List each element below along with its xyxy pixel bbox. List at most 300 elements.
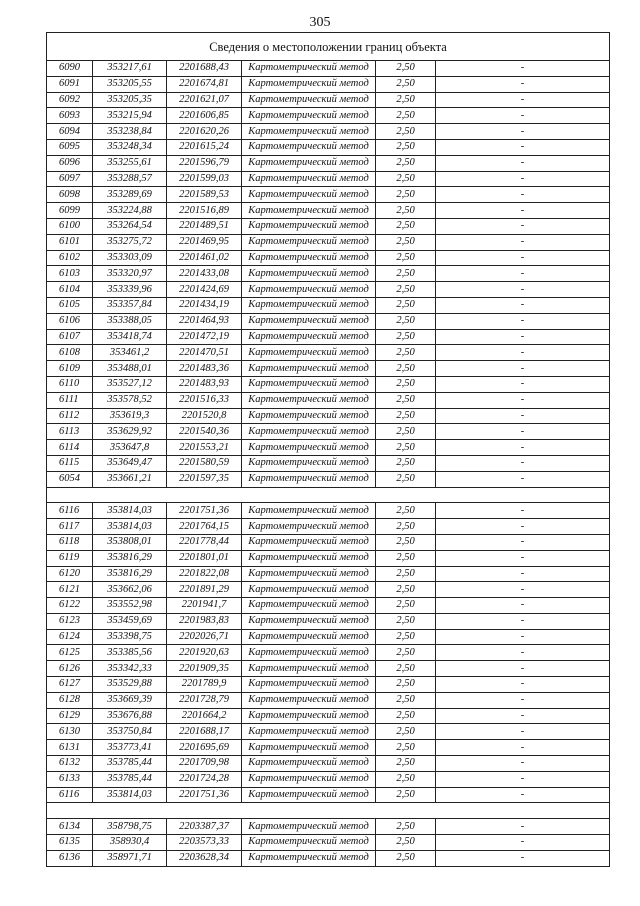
x-coordinate-cell: 353215,94 [93,108,167,124]
point-number-cell: 6128 [47,692,93,708]
method-cell: Картометрический метод [242,376,376,392]
method-cell: Картометрический метод [242,218,376,234]
point-number-cell: 6113 [47,424,93,440]
method-cell: Картометрический метод [242,819,376,835]
point-number-cell: 6054 [47,471,93,487]
y-coordinate-cell: 2201724,28 [167,771,242,787]
description-cell: - [436,376,610,392]
accuracy-cell: 2,50 [376,661,436,677]
description-cell: - [436,503,610,519]
point-number-cell: 6135 [47,835,93,851]
description-cell: - [436,692,610,708]
method-cell: Картометрический метод [242,234,376,250]
point-number-cell: 6096 [47,155,93,171]
group-separator-row [47,487,610,503]
y-coordinate-cell: 2203628,34 [167,850,242,866]
x-coordinate-cell: 353785,44 [93,771,167,787]
x-coordinate-cell: 353238,84 [93,124,167,140]
table-row [47,203,610,219]
method-cell: Картометрический метод [242,440,376,456]
accuracy-cell: 2,50 [376,708,436,724]
accuracy-cell: 2,50 [376,534,436,550]
y-coordinate-cell: 2201469,95 [167,234,242,250]
description-cell: - [436,629,610,645]
description-cell: - [436,724,610,740]
accuracy-cell: 2,50 [376,835,436,851]
x-coordinate-cell: 353619,3 [93,408,167,424]
description-cell: - [436,598,610,614]
table-row [47,708,610,724]
point-number-cell: 6090 [47,61,93,77]
accuracy-cell: 2,50 [376,139,436,155]
accuracy-cell: 2,50 [376,677,436,693]
description-cell: - [436,61,610,77]
method-cell: Картометрический метод [242,756,376,772]
point-number-cell: 6101 [47,234,93,250]
y-coordinate-cell: 2201516,33 [167,392,242,408]
table-row [47,313,610,329]
method-cell: Картометрический метод [242,645,376,661]
boundary-table [46,32,610,867]
description-cell: - [436,124,610,140]
description-cell: - [436,661,610,677]
table-row [47,92,610,108]
method-cell: Картометрический метод [242,139,376,155]
accuracy-cell: 2,50 [376,740,436,756]
method-cell: Картометрический метод [242,61,376,77]
description-cell: - [436,392,610,408]
method-cell: Картометрический метод [242,850,376,866]
y-coordinate-cell: 2201688,43 [167,61,242,77]
method-cell: Картометрический метод [242,76,376,92]
table-row [47,692,610,708]
accuracy-cell: 2,50 [376,187,436,203]
point-number-cell: 6123 [47,613,93,629]
accuracy-cell: 2,50 [376,392,436,408]
point-number-cell: 6133 [47,771,93,787]
method-cell: Картометрический метод [242,661,376,677]
description-cell: - [436,250,610,266]
method-cell: Картометрический метод [242,203,376,219]
table-row [47,455,610,471]
description-cell: - [436,218,610,234]
point-number-cell: 6115 [47,455,93,471]
point-number-cell: 6092 [47,92,93,108]
y-coordinate-cell: 2201909,35 [167,661,242,677]
group-separator [47,803,610,819]
y-coordinate-cell: 2201728,79 [167,692,242,708]
table-row [47,408,610,424]
y-coordinate-cell: 2201589,53 [167,187,242,203]
accuracy-cell: 2,50 [376,629,436,645]
x-coordinate-cell: 353418,74 [93,329,167,345]
accuracy-cell: 2,50 [376,155,436,171]
y-coordinate-cell: 2201483,93 [167,376,242,392]
method-cell: Картометрический метод [242,708,376,724]
table-row [47,297,610,313]
point-number-cell: 6121 [47,582,93,598]
accuracy-cell: 2,50 [376,203,436,219]
accuracy-cell: 2,50 [376,329,436,345]
method-cell: Картометрический метод [242,692,376,708]
x-coordinate-cell: 353814,03 [93,519,167,535]
y-coordinate-cell: 2201434,19 [167,297,242,313]
description-cell: - [436,819,610,835]
method-cell: Картометрический метод [242,108,376,124]
y-coordinate-cell: 2201596,79 [167,155,242,171]
x-coordinate-cell: 353814,03 [93,787,167,803]
point-number-cell: 6106 [47,313,93,329]
x-coordinate-cell: 353669,39 [93,692,167,708]
y-coordinate-cell: 2201597,35 [167,471,242,487]
method-cell: Картометрический метод [242,677,376,693]
x-coordinate-cell: 353647,8 [93,440,167,456]
y-coordinate-cell: 2203573,33 [167,835,242,851]
x-coordinate-cell: 353275,72 [93,234,167,250]
point-number-cell: 6130 [47,724,93,740]
x-coordinate-cell: 353578,52 [93,392,167,408]
table-row [47,503,610,519]
description-cell: - [436,850,610,866]
x-coordinate-cell: 353288,57 [93,171,167,187]
table-row [47,756,610,772]
x-coordinate-cell: 353661,21 [93,471,167,487]
accuracy-cell: 2,50 [376,692,436,708]
y-coordinate-cell: 2201540,36 [167,424,242,440]
y-coordinate-cell: 2201599,03 [167,171,242,187]
y-coordinate-cell: 2201520,8 [167,408,242,424]
point-number-cell: 6120 [47,566,93,582]
y-coordinate-cell: 2201615,24 [167,139,242,155]
description-cell: - [436,345,610,361]
table-row [47,440,610,456]
x-coordinate-cell: 353388,05 [93,313,167,329]
accuracy-cell: 2,50 [376,771,436,787]
point-number-cell: 6119 [47,550,93,566]
point-number-cell: 6116 [47,503,93,519]
accuracy-cell: 2,50 [376,440,436,456]
method-cell: Картометрический метод [242,92,376,108]
method-cell: Картометрический метод [242,724,376,740]
description-cell: - [436,155,610,171]
method-cell: Картометрический метод [242,455,376,471]
accuracy-cell: 2,50 [376,313,436,329]
accuracy-cell: 2,50 [376,250,436,266]
accuracy-cell: 2,50 [376,566,436,582]
description-cell: - [436,471,610,487]
table-row [47,218,610,234]
point-number-cell: 6129 [47,708,93,724]
y-coordinate-cell: 2201983,83 [167,613,242,629]
description-cell: - [436,408,610,424]
point-number-cell: 6124 [47,629,93,645]
page-number: 305 [309,15,331,30]
point-number-cell: 6102 [47,250,93,266]
method-cell: Картометрический метод [242,598,376,614]
method-cell: Картометрический метод [242,471,376,487]
y-coordinate-cell: 2201920,63 [167,645,242,661]
x-coordinate-cell: 353339,96 [93,282,167,298]
table-row [47,566,610,582]
point-number-cell: 6116 [47,787,93,803]
point-number-cell: 6132 [47,756,93,772]
description-cell: - [436,708,610,724]
y-coordinate-cell: 2201461,02 [167,250,242,266]
accuracy-cell: 2,50 [376,171,436,187]
table-row [47,171,610,187]
table-row [47,835,610,851]
table-row [47,234,610,250]
description-cell: - [436,297,610,313]
point-number-cell: 6111 [47,392,93,408]
table-row [47,629,610,645]
y-coordinate-cell: 2201472,19 [167,329,242,345]
accuracy-cell: 2,50 [376,108,436,124]
table-row [47,661,610,677]
method-cell: Картометрический метод [242,408,376,424]
y-coordinate-cell: 2201489,51 [167,218,242,234]
description-cell: - [436,613,610,629]
point-number-cell: 6103 [47,266,93,282]
accuracy-cell: 2,50 [376,424,436,440]
x-coordinate-cell: 353816,29 [93,566,167,582]
y-coordinate-cell: 2201664,2 [167,708,242,724]
x-coordinate-cell: 358798,75 [93,819,167,835]
accuracy-cell: 2,50 [376,850,436,866]
x-coordinate-cell: 353461,2 [93,345,167,361]
point-number-cell: 6110 [47,376,93,392]
x-coordinate-cell: 358971,71 [93,850,167,866]
description-cell: - [436,424,610,440]
point-number-cell: 6126 [47,661,93,677]
accuracy-cell: 2,50 [376,471,436,487]
accuracy-cell: 2,50 [376,503,436,519]
method-cell: Картометрический метод [242,503,376,519]
table-row [47,645,610,661]
x-coordinate-cell: 353303,09 [93,250,167,266]
description-cell: - [436,171,610,187]
accuracy-cell: 2,50 [376,645,436,661]
method-cell: Картометрический метод [242,266,376,282]
accuracy-cell: 2,50 [376,819,436,835]
x-coordinate-cell: 353255,61 [93,155,167,171]
method-cell: Картометрический метод [242,250,376,266]
table-title-row [47,33,610,61]
description-cell: - [436,677,610,693]
x-coordinate-cell: 353289,69 [93,187,167,203]
x-coordinate-cell: 353205,55 [93,76,167,92]
point-number-cell: 6112 [47,408,93,424]
method-cell: Картометрический метод [242,519,376,535]
table-row [47,282,610,298]
table-row [47,819,610,835]
description-cell: - [436,740,610,756]
description-cell: - [436,139,610,155]
point-number-cell: 6136 [47,850,93,866]
x-coordinate-cell: 353224,88 [93,203,167,219]
description-cell: - [436,313,610,329]
y-coordinate-cell: 2201580,59 [167,455,242,471]
table-row [47,534,610,550]
y-coordinate-cell: 2201483,36 [167,361,242,377]
accuracy-cell: 2,50 [376,61,436,77]
table-row [47,345,610,361]
table-row [47,771,610,787]
x-coordinate-cell: 353342,33 [93,661,167,677]
x-coordinate-cell: 353662,06 [93,582,167,598]
description-cell: - [436,519,610,535]
table-row [47,187,610,203]
method-cell: Картометрический метод [242,550,376,566]
y-coordinate-cell: 2203387,37 [167,819,242,835]
y-coordinate-cell: 2202026,71 [167,629,242,645]
accuracy-cell: 2,50 [376,519,436,535]
point-number-cell: 6122 [47,598,93,614]
y-coordinate-cell: 2201778,44 [167,534,242,550]
x-coordinate-cell: 353649,47 [93,455,167,471]
description-cell: - [436,534,610,550]
accuracy-cell: 2,50 [376,92,436,108]
table-row [47,392,610,408]
x-coordinate-cell: 353248,34 [93,139,167,155]
method-cell: Картометрический метод [242,424,376,440]
y-coordinate-cell: 2201516,89 [167,203,242,219]
accuracy-cell: 2,50 [376,76,436,92]
x-coordinate-cell: 353808,01 [93,534,167,550]
point-number-cell: 6118 [47,534,93,550]
description-cell: - [436,756,610,772]
y-coordinate-cell: 2201822,08 [167,566,242,582]
y-coordinate-cell: 2201789,9 [167,677,242,693]
method-cell: Картометрический метод [242,345,376,361]
group-separator [47,487,610,503]
y-coordinate-cell: 2201621,07 [167,92,242,108]
description-cell: - [436,835,610,851]
y-coordinate-cell: 2201751,36 [167,787,242,803]
table-row [47,361,610,377]
description-cell: - [436,329,610,345]
accuracy-cell: 2,50 [376,124,436,140]
table-row [47,613,610,629]
accuracy-cell: 2,50 [376,598,436,614]
table-title: Сведения о местоположении границ объекта [47,33,610,61]
table-row [47,124,610,140]
point-number-cell: 6097 [47,171,93,187]
x-coordinate-cell: 353773,41 [93,740,167,756]
accuracy-cell: 2,50 [376,613,436,629]
boundary-table-container [46,32,609,867]
y-coordinate-cell: 2201764,15 [167,519,242,535]
description-cell: - [436,108,610,124]
description-cell: - [436,440,610,456]
table-row [47,471,610,487]
table-row [47,519,610,535]
accuracy-cell: 2,50 [376,756,436,772]
x-coordinate-cell: 353205,35 [93,92,167,108]
method-cell: Картометрический метод [242,297,376,313]
y-coordinate-cell: 2201751,36 [167,503,242,519]
point-number-cell: 6094 [47,124,93,140]
point-number-cell: 6105 [47,297,93,313]
method-cell: Картометрический метод [242,187,376,203]
point-number-cell: 6125 [47,645,93,661]
table-row [47,787,610,803]
table-row [47,329,610,345]
point-number-cell: 6107 [47,329,93,345]
x-coordinate-cell: 353357,84 [93,297,167,313]
method-cell: Картометрический метод [242,582,376,598]
y-coordinate-cell: 2201553,21 [167,440,242,456]
y-coordinate-cell: 2201424,69 [167,282,242,298]
description-cell: - [436,187,610,203]
x-coordinate-cell: 353459,69 [93,613,167,629]
group-separator-row [47,803,610,819]
method-cell: Картометрический метод [242,835,376,851]
y-coordinate-cell: 2201464,93 [167,313,242,329]
description-cell: - [436,266,610,282]
x-coordinate-cell: 353320,97 [93,266,167,282]
table-row [47,677,610,693]
description-cell: - [436,282,610,298]
accuracy-cell: 2,50 [376,787,436,803]
table-row [47,139,610,155]
y-coordinate-cell: 2201941,7 [167,598,242,614]
table-row [47,598,610,614]
description-cell: - [436,455,610,471]
table-row [47,155,610,171]
y-coordinate-cell: 2201620,26 [167,124,242,140]
accuracy-cell: 2,50 [376,455,436,471]
accuracy-cell: 2,50 [376,361,436,377]
point-number-cell: 6100 [47,218,93,234]
table-row [47,740,610,756]
x-coordinate-cell: 353527,12 [93,376,167,392]
point-number-cell: 6134 [47,819,93,835]
point-number-cell: 6093 [47,108,93,124]
x-coordinate-cell: 353217,61 [93,61,167,77]
x-coordinate-cell: 353385,56 [93,645,167,661]
y-coordinate-cell: 2201801,01 [167,550,242,566]
x-coordinate-cell: 353552,98 [93,598,167,614]
description-cell: - [436,787,610,803]
method-cell: Картометрический метод [242,787,376,803]
x-coordinate-cell: 353814,03 [93,503,167,519]
accuracy-cell: 2,50 [376,266,436,282]
table-body [47,61,610,867]
accuracy-cell: 2,50 [376,297,436,313]
table-row [47,76,610,92]
point-number-cell: 6104 [47,282,93,298]
point-number-cell: 6117 [47,519,93,535]
accuracy-cell: 2,50 [376,550,436,566]
point-number-cell: 6095 [47,139,93,155]
method-cell: Картометрический метод [242,313,376,329]
point-number-cell: 6109 [47,361,93,377]
y-coordinate-cell: 2201674,81 [167,76,242,92]
point-number-cell: 6108 [47,345,93,361]
table-row [47,108,610,124]
description-cell: - [436,203,610,219]
method-cell: Картометрический метод [242,392,376,408]
x-coordinate-cell: 353398,75 [93,629,167,645]
y-coordinate-cell: 2201695,69 [167,740,242,756]
accuracy-cell: 2,50 [376,408,436,424]
method-cell: Картометрический метод [242,534,376,550]
method-cell: Картометрический метод [242,740,376,756]
table-row [47,850,610,866]
accuracy-cell: 2,50 [376,234,436,250]
point-number-cell: 6099 [47,203,93,219]
